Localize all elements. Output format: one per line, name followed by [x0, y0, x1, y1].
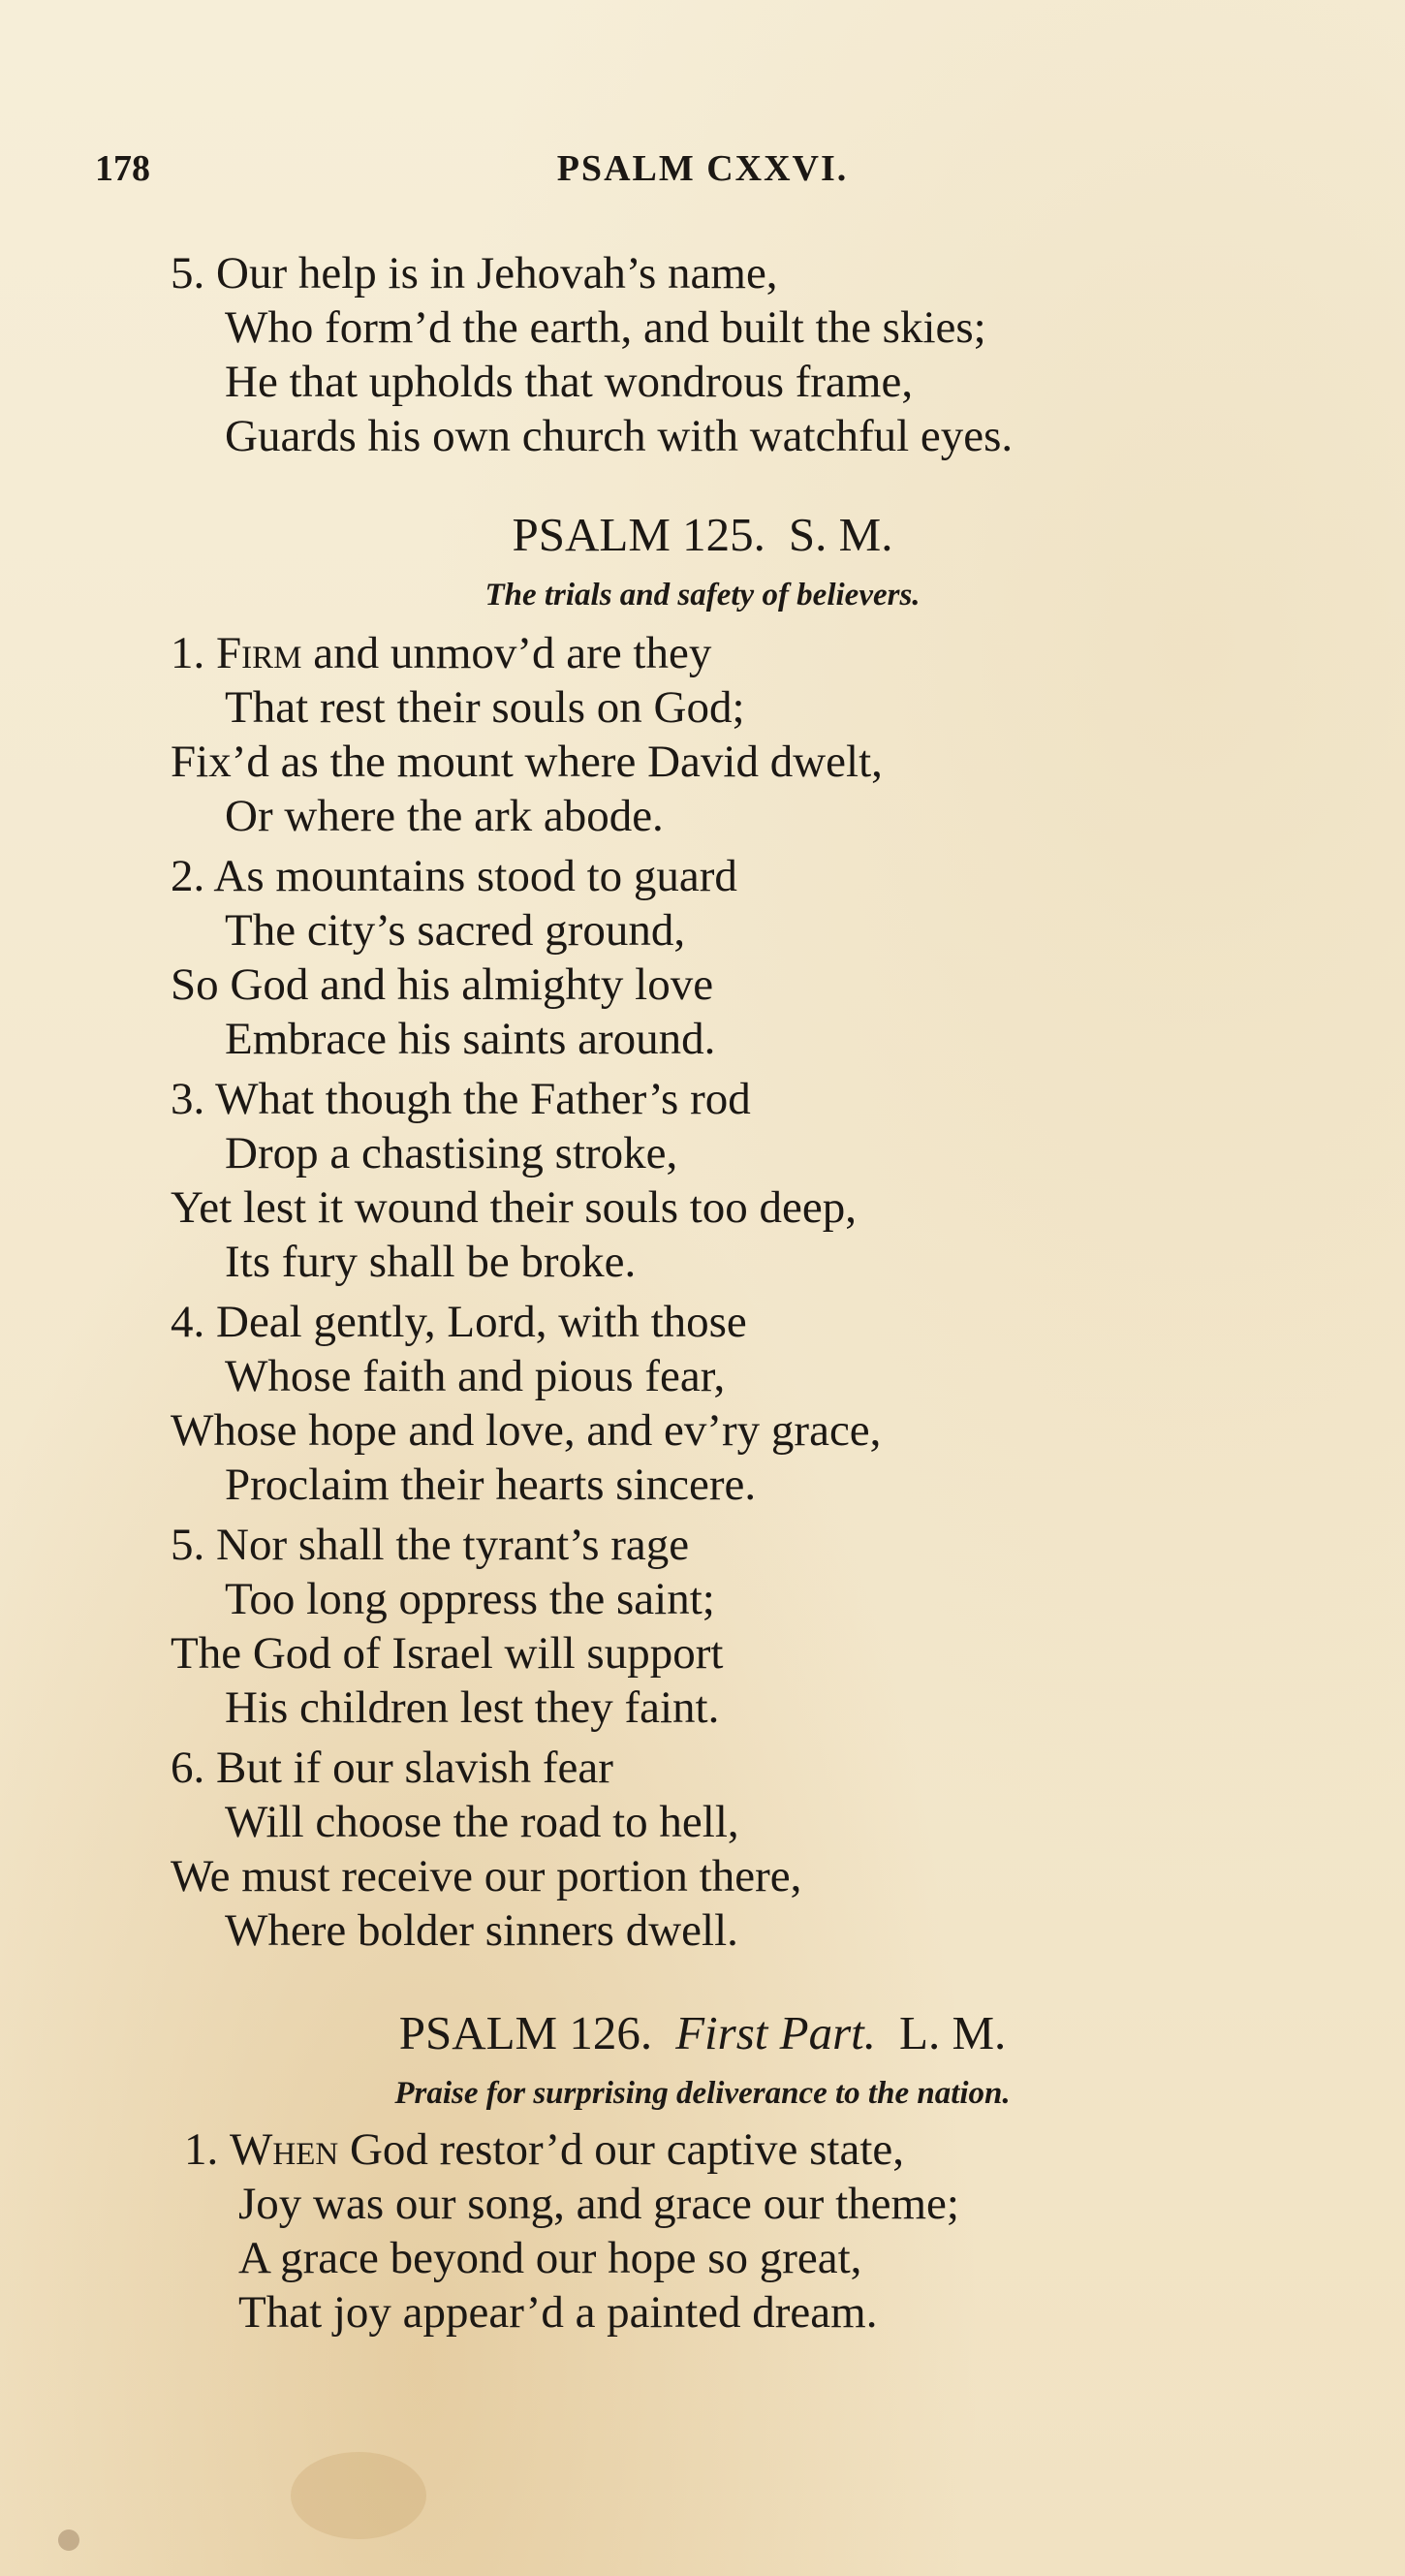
- verse-line: That joy appear’d a painted dream.: [238, 2287, 878, 2338]
- stanza-first-line: [171, 1741, 613, 1795]
- verse-line: He that upholds that wondrous frame,: [225, 357, 914, 407]
- stanza-first-line: [171, 1295, 747, 1349]
- psalm-heading: [0, 2004, 1405, 2062]
- verse-text: But if our slavish fear: [216, 1743, 613, 1793]
- stanza-first-line: [171, 1072, 751, 1126]
- initial-word: When: [230, 2124, 339, 2175]
- stanza-number: 5.: [171, 1520, 205, 1570]
- paper-stain: [58, 2529, 79, 2551]
- verse-line: Guards his own church with watchful eyes.: [225, 411, 1014, 461]
- verse-text: Our help is in Jehovah’s name,: [216, 248, 778, 298]
- stanza-number: 3.: [171, 1074, 205, 1124]
- stanza-number: 4.: [171, 1297, 205, 1347]
- page-header: [0, 147, 1405, 205]
- verse-line: The city’s sacred ground,: [225, 905, 686, 956]
- psalm-subtitle: The trials and safety of believers.: [484, 578, 921, 613]
- verse-text: Deal gently, Lord, with those: [216, 1297, 747, 1347]
- paper-stain: [291, 2452, 426, 2539]
- verse-line: We must receive our portion there,: [171, 1851, 802, 1901]
- verse-line: Whose faith and pious fear,: [225, 1351, 726, 1401]
- stanza-first-line: [171, 246, 778, 300]
- running-head: PSALM CXXVI.: [556, 148, 849, 189]
- psalm-heading: [0, 506, 1405, 564]
- verse-line: Its fury shall be broke.: [225, 1237, 637, 1287]
- verse-text: God restor’d our captive state,: [338, 2124, 905, 2175]
- psalm-subtitle: Praise for surprising deliverance to the nation.: [394, 2076, 1011, 2111]
- verse-line: His children lest they faint.: [225, 1682, 720, 1733]
- verse-line: Embrace his saints around.: [225, 1014, 716, 1064]
- verse-line: Will choose the road to hell,: [225, 1797, 739, 1847]
- psalm-part: First Part.: [675, 2006, 877, 2059]
- verse-line: Drop a chastising stroke,: [225, 1128, 678, 1178]
- verse-text: Nor shall the tyrant’s rage: [216, 1520, 690, 1570]
- verse-text: As mountains stood to guard: [213, 851, 737, 901]
- stanza-first-line: [171, 1518, 689, 1572]
- verse-line: That rest their souls on God;: [225, 682, 745, 733]
- verse-line: The God of Israel will support: [171, 1628, 724, 1679]
- stanza-number: 1.: [184, 2124, 219, 2175]
- verse-line: Joy was our song, and grace our theme;: [238, 2179, 959, 2229]
- stanza-number: 2.: [171, 851, 205, 901]
- psalm-title: PSALM 125.: [512, 508, 765, 561]
- verse-line: Proclaim their hearts sincere.: [225, 1460, 757, 1510]
- verse-line: Or where the ark abode.: [225, 791, 664, 841]
- stanza-first-line: [184, 2122, 904, 2177]
- verse-line: Whose hope and love, and ev’ry grace,: [171, 1405, 882, 1456]
- verse-line: Where bolder sinners dwell.: [225, 1905, 738, 1956]
- psalm-meter: S. M.: [788, 508, 893, 561]
- verse-line: Too long oppress the saint;: [225, 1574, 715, 1624]
- verse-line: Fix’d as the mount where David dwelt,: [171, 737, 883, 787]
- verse-text: and unmov’d are they: [301, 628, 712, 678]
- verse-text: What though the Father’s rod: [215, 1074, 751, 1124]
- stanza-number: 5.: [171, 248, 205, 298]
- stanza-first-line: [171, 626, 711, 680]
- stanza-number: 6.: [171, 1743, 205, 1793]
- verse-line: So God and his almighty love: [171, 959, 714, 1010]
- page-number: 178: [95, 148, 150, 189]
- initial-word: Firm: [216, 628, 302, 678]
- stanza-number: 1.: [171, 628, 205, 678]
- psalm-title: PSALM 126.: [398, 2006, 653, 2059]
- stanza-first-line: [171, 849, 737, 903]
- psalm-meter: L. M.: [899, 2006, 1007, 2059]
- verse-line: A grace beyond our hope so great,: [238, 2233, 862, 2283]
- verse-line: Who form’d the earth, and built the skies;: [225, 302, 986, 353]
- verse-line: Yet lest it wound their souls too deep,: [171, 1182, 858, 1233]
